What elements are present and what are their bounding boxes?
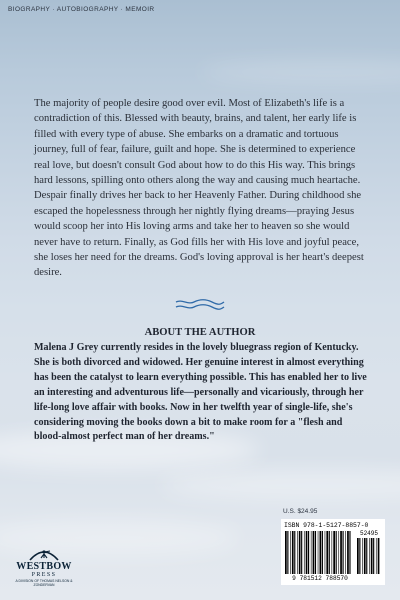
wave-ornament-icon [174, 298, 226, 312]
publisher-press: PRESS [31, 572, 57, 578]
barcode [281, 519, 385, 585]
cloud-streak [200, 60, 400, 84]
publisher-division: A DIVISION OF THOMAS NELSON & ZONDERVAN [15, 579, 73, 587]
addon-number: 52495 [359, 530, 378, 537]
publisher-logo [12, 546, 76, 587]
price-label: U.S. $24.95 [283, 508, 318, 515]
addon-barcode-bars [357, 538, 381, 574]
genre-line: BIOGRAPHY · AUTOBIOGRAPHY · MEMOIR [8, 6, 155, 13]
about-author-text: Malena J Grey currently resides in the lovely bluegrass region of Kentucky. She is both divorced and widowed. Her genuine interest in almost everything has been the catalyst to learn everything possible. This has enabled her to live an interesting and adventurous life—personally and vicariously, through her life-long love affair with books. Now in her twelfth year of single-life, she's considering moving the books down a bit to make room for a "flesh and blood-almost perfect man of her dreams." [34, 342, 367, 443]
isbn-text: ISBN 978-1-5127-8857-0 [284, 522, 369, 529]
archer-logo-icon [26, 546, 62, 562]
book-blurb: The majority of people desire good over evil. Most of Elizabeth's life is a contradiction of this. Blessed with beauty, brains, and talent, her early life is filled with every type of abuse. She embarks on a dramatic and tortuous journey, full of fear, failure, guilt and hope. She is determined to experience real love, but doesn't consult God about how to do this His way. This brings hard lessons, spilling onto others along the way and causing much heartache. Despair finally drives her back to her Heavenly Father. During childhood she escaped the hopelessness through her nightly flying dreams—praying Jesus would scoop her into His loving arms and take her to heaven so she would never have to return. Finally, as God fills her with His love and joyful peace, she loses her need for the dreams. God's loving approval is her heart's deepest desire. [34, 98, 364, 279]
publisher-name: WESTBOW [16, 561, 72, 572]
ean-barcode-bars [285, 531, 353, 574]
cloud-streak [160, 470, 400, 500]
ean-number: 9 781512 788570 [292, 575, 348, 582]
about-author-heading: ABOUT THE AUTHOR [144, 327, 256, 338]
